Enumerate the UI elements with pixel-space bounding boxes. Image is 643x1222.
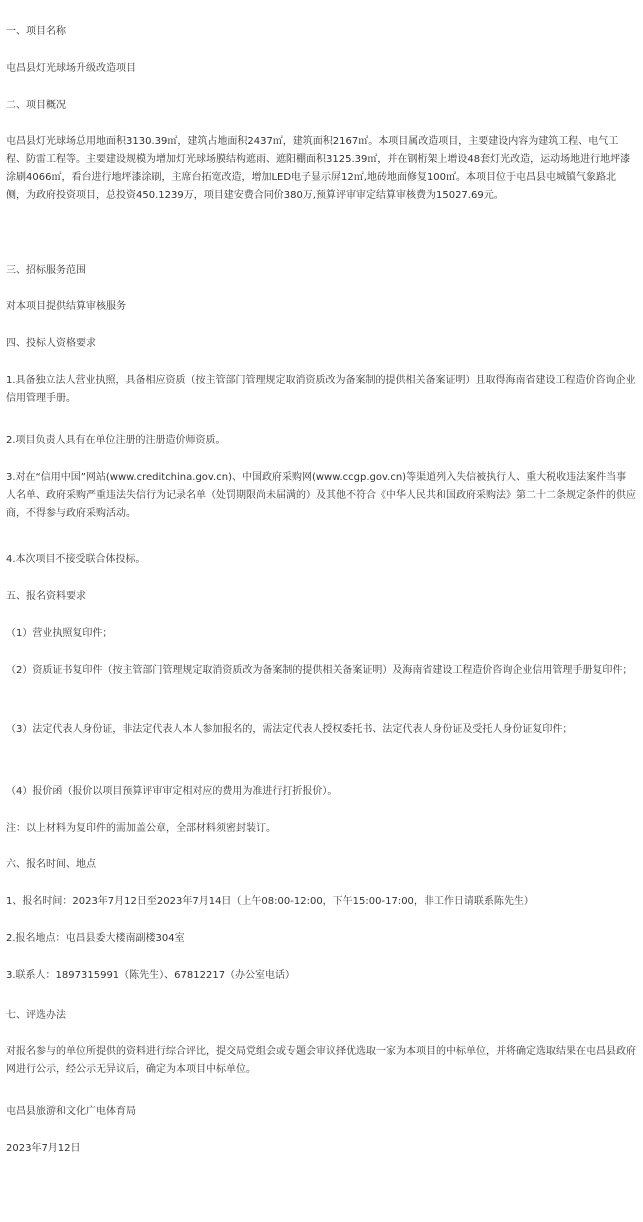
- requirement-item: 4.本次项目不接受联合体投标。: [6, 554, 146, 565]
- project-name: 屯昌县灯光球场升级改造项目: [6, 63, 136, 74]
- registration-time: 1、报名时间：2023年7月12日至2023年7月14日（上午08:00-12:00，下午15:00-17:00，非工作日请联系陈先生）: [6, 896, 534, 907]
- heading-project-name: 一、项目名称: [6, 26, 66, 37]
- heading-evaluation-method: 七、评选办法: [6, 1010, 66, 1021]
- project-overview: 屯昌县灯光球场总用地面积3130.39㎡，建筑占地面积2437㎡，建筑面积2167㎡。本项目属改造项目，主要建设内容为建筑工程、电气工程、防雷工程等。主要建设规模为增加灯光球场膜结构遮雨、遮阳棚面积3125.39㎡，并在钢桁架上增设48套灯光改造，运动场地进行地坪漆涂刷4066㎡，看台进行地坪漆涂刷，主席台拓宽改造，增加LED电子显示屏12㎡,地砖地面修复100㎡。本项目位于屯昌县屯城镇气象路北侧，为政府投资项目，总投资450.1239万，项目建安费合同价380万,预算评审审定结算审核费为15027.69元。: [6, 136, 631, 201]
- material-item: （4）报价函（报价以项目预算评审审定相对应的费用为准进行打折报价）。: [6, 786, 338, 797]
- evaluation-method: 对报名参与的单位所提供的资料进行综合评比，提交局党组会或专题会审议择优选取一家为本项目的中标单位，并将确定选取结果在屯昌县政府网进行公示，经公示无异议后，确定为本项目中标单位。: [6, 1046, 636, 1075]
- material-item: （2）资质证书复印件（按主管部门管理规定取消资质改为备案制的提供相关备案证明）及海南省建设工程造价咨询企业信用管理手册复印件；: [6, 665, 633, 676]
- issue-date: 2023年7月12日: [6, 1143, 81, 1154]
- heading-service-scope: 三、招标服务范围: [6, 265, 86, 276]
- registration-place: 2.报名地点：屯昌县委大楼南副楼304室: [6, 933, 185, 944]
- requirement-item: 1.具备独立法人营业执照，具备相应资质（按主管部门管理规定取消资质改为备案制的提供相关备案证明）且取得海南省建设工程造价咨询企业信用管理手册。: [6, 375, 636, 404]
- issuing-authority: 屯昌县旅游和文化广电体育局: [6, 1106, 136, 1117]
- material-item: （1）营业执照复印件；: [6, 628, 113, 639]
- heading-registration-materials: 五、报名资料要求: [6, 591, 86, 602]
- heading-registration-time-place: 六、报名时间、地点: [6, 859, 96, 870]
- material-item: （3）法定代表人身份证，非法定代表人本人参加报名的，需法定代表人授权委托书、法定代表人身份证及受托人身份证复印件；: [6, 724, 573, 735]
- service-scope: 对本项目提供结算审核服务: [6, 301, 126, 312]
- contact-person: 3.联系人：1897315991（陈先生）、67812217（办公室电话）: [6, 970, 296, 981]
- heading-project-overview: 二、项目概况: [6, 100, 66, 111]
- heading-bidder-requirements: 四、投标人资格要求: [6, 338, 96, 349]
- requirement-item: 3.对在“信用中国”网站(www.creditchina.gov.cn)、中国政府采购网(www.ccgp.gov.cn)等渠道列入失信被执行人、重大税收违法案件当事人名单、政府采购严重违法失信行为记录名单（处罚期限尚未届满的）及其他不符合《中华人民共和国政府采购法》第二十二条规定条件的供应商，不得参与政府采购活动。: [6, 472, 636, 519]
- materials-note: 注：以上材料为复印件的需加盖公章，全部材料须密封装订。: [6, 823, 276, 834]
- requirement-item: 2.项目负责人具有在单位注册的注册造价师资质。: [6, 435, 226, 446]
